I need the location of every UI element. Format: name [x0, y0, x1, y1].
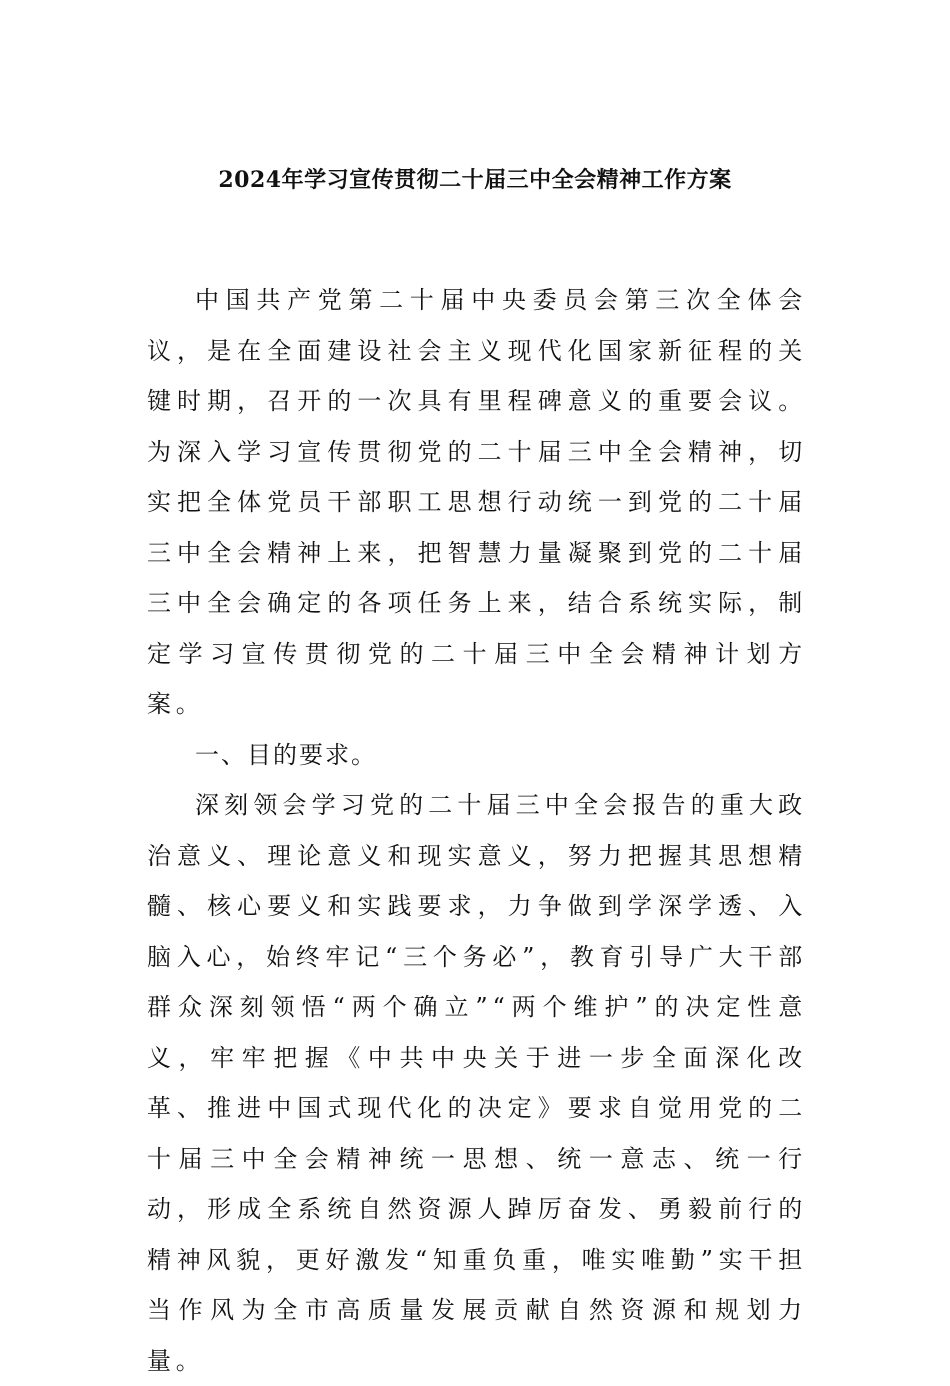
paragraph-purpose-requirements: 深刻领会学习党的二十届三中全会报告的重大政治意义、理论意义和现实意义，努力把握其思想精髓、核心要义和实践要求，力争做到学深学透、入脑入心，始终牢记“三个务必”，教育引导广大干部群众深刻领悟“两个确立”“两个维护”的决定性意义，牢牢把握《中共中央关于进一步全面深化改革、推进中国式现代化的决定》要求自觉用党的二十届三中全会精神统一思想、统一意志、统一行动，形成全系统自然资源人踔厉奋发、勇毅前行的精神风貌，更好激发“知重负重，唯实唯勤”实干担当作风为全市高质量发展贡献自然资源和规划力量。 [147, 791, 807, 1375]
document-body [147, 275, 807, 1386]
paragraph-intro: 中国共产党第二十届中央委员会第三次全体会议，是在全面建设社会主义现代化国家新征程的关键时期，召开的一次具有里程碑意义的重要会议。为深入学习宣传贯彻党的二十届三中全会精神，切实把全体党员干部职工思想行动统一到党的二十届三中全会精神上来，把智慧力量凝聚到党的二十届三中全会确定的各项任务上来，结合系统实际，制定学习宣传贯彻党的二十届三中全会精神计划方案。 [147, 286, 807, 718]
document-title: 2024年学习宣传贯彻二十届三中全会精神工作方案 [218, 167, 732, 193]
section-heading-purpose: 一、目的要求。 [195, 740, 377, 769]
